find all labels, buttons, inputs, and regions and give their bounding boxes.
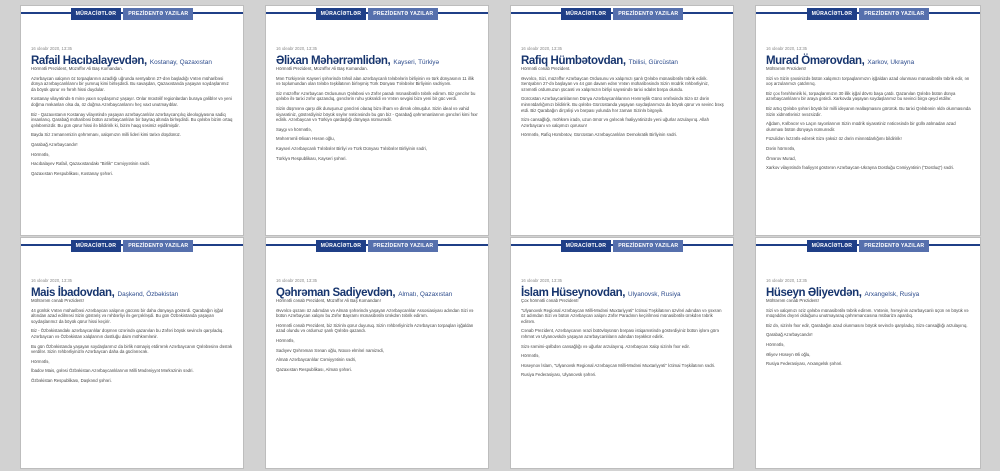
letter-paragraph: Kostanay vilayətində 6 minə yaxın soydaşımız yaşayır. Onlar müxtəlif regionlardan buraya gəliblər və yeni doğma məkanları olsa da, öz doğma Azərbaycanlarını heç vaxt unutmayıblar.: [31, 96, 232, 107]
tab-muraciet[interactable]: MÜRACİƏTLƏR: [561, 8, 612, 20]
sender-location: Arxangelsk, Rusiya: [864, 291, 920, 298]
tab-muraciet[interactable]: MÜRACİƏTLƏR: [71, 240, 122, 252]
letter-paragraph: Siz müzəffər Azərbaycan Ordusunun Qələbəsi və Zəfər paradı münasibətilə təbrik edirəm. Biz gənclər bu qələbə ilə tarixi zəfər qazandıq, gənclərin ruhu yüksəldi və Vətən sevgisi bizə yeni bir güc verdi.: [276, 90, 476, 102]
letter-date: 16 ıdeabr 2020, 13:35: [276, 46, 317, 51]
letter-paragraph: Hörmətli Prezident, Müzəffər Ali Baş Komandan.: [31, 66, 123, 71]
sender-location: Ulyanovsk, Rusiya: [628, 291, 681, 298]
letter-card: [265, 237, 489, 469]
letter-paragraph: Hörmətlə,: [31, 151, 50, 157]
letter-card: [510, 237, 734, 469]
tab-prezidente-yazilar[interactable]: PREZİDENTƏ YAZILAR: [368, 240, 438, 252]
letter-paragraph: Dərin hörmətlə,: [766, 145, 796, 151]
letter-paragraph: Möhtərəm Prezident!: [766, 66, 806, 71]
letter-paragraph: 44 günlük Vətən müharibəsi Azərbaycan xalqının gücünü bir daha dünyaya göstərdi. Qarabağın işğal altından azad edilməsi Sizin göstəriş və rəhbərliyi ilə gerçəkləşdi. Bu gün Özbəkistanda yaşayan soydaşlarımız da böyük qürur hissi keçirir.: [31, 307, 223, 324]
letter-paragraph: İbadov Mais, gələsi Özbəkistan Azərbaycanlılarının Milli Mədəniyyət Mərkəzinin sədri.: [31, 368, 194, 374]
letter-paragraph: Almatı Azərbaycanlılar Cəmiyyətinin sədri,: [276, 357, 357, 363]
letter-paragraph: Kayseri Azərbaycanlı Tələbələr Birliyi və Türk Dünyası Tələbələr Birliyinin sədri,: [276, 145, 427, 151]
tab-prezidente-yazilar[interactable]: PREZİDENTƏ YAZILAR: [859, 240, 929, 252]
letter-paragraph: Hörmətlə,: [276, 337, 295, 343]
letter-paragraph: Məhərrəmli Əlixan Həsən oğlu,: [276, 136, 335, 142]
sender-location: Tbilisi, Gürcüstan: [628, 59, 678, 66]
card-tabs: [511, 240, 733, 252]
card-tabs: [511, 8, 733, 20]
letter-paragraph: Cənab Prezident, Azərbaycanın ərazi bütövlüyünün bərpası istiqamətində göstərdiyiniz bütün işlərə görə rəhmət və Ulyanovskdə yaşayan azərbaycanlıların adından təşəkkür edirik.: [521, 328, 720, 339]
letter-paragraph: Qarabağ Azərbaycandır!: [31, 141, 78, 147]
sender-location: Kayseri, Türkiyə: [393, 59, 440, 66]
letter-paragraph: Füzulidən ləzzətlə edərək Sizə şəksiz öz dərin minnətdarlığımı bildiririk!: [766, 136, 902, 142]
sender-location: Kostanay, Qazaxıstan: [149, 59, 212, 66]
letter-card: [265, 5, 489, 236]
letter-paragraph: Hörmətli cənab Prezident.: [521, 66, 571, 71]
letter-paragraph: Qarabağ Azərbaycandır!: [766, 332, 813, 338]
letter-paragraph: Qazaxıstan Respublikası, Almatı şəhəri.: [276, 366, 352, 372]
tab-prezidente-yazilar[interactable]: PREZİDENTƏ YAZILAR: [123, 8, 193, 20]
tab-prezidente-yazilar[interactable]: PREZİDENTƏ YAZILAR: [123, 240, 193, 252]
letter-paragraph: Qazaxıstan Respublikası, Kostanay şəhəri.: [31, 170, 113, 176]
sender-name: Əlixan Məhərrəmlidən,: [276, 55, 391, 67]
letter-paragraph: Biz də, sizinlə fəxr edir, Qarabağın azad olunmasını böyük sevinclə qarşıladıq. Sizə cansağlığı arzulayırıq.: [766, 322, 968, 328]
letter-date: 16 ıdeabr 2020, 13:35: [521, 278, 562, 283]
letter-paragraph: Hörmətli Prezident, Müzəffər Ali Baş Komandan.: [276, 66, 368, 71]
card-tabs: [21, 240, 243, 252]
letter-paragraph: Əvvəlcə qəzanı öz adımdan və Almatı şəhərində yaşayan Azərbaycanlılar Assosiasiyası adından Sizi və bütün Azərbaycan xalqını bu Zəfər Bayramı münasibətilə ürəkdən təbrik edirəm.: [276, 307, 474, 319]
letter-paragraph: Sizə cansağlığı, möhkəm iradə, uzun ömür və gələcək fəaliyyətinizdə yeni uğurlar arzulayırıq. Allah Azərbaycanı və xalqımızı qorusun!: [521, 117, 709, 128]
letter-body: [521, 66, 724, 231]
sender-name: Rafiq Hümbətovdan,: [521, 55, 626, 67]
letter-paragraph: Biz - Qazaxıstanın Kostanay vilayətində yaşayan azərbaycanlılar azərbaycançılıq ideologiyasına sadiq insanlarıq. Qarabağ müharibəsi bütün azərbaycanlıları bir bayraq altında birləşdirdi. Bu qələbə bizim ortaq qələbəmizdir. Bu gün qürur hissi ilə bildiririk ki, bizim haqq səsimiz eşidilmişdir.: [31, 111, 233, 128]
letter-date: 16 ıdeabr 2020, 13:35: [276, 278, 317, 283]
sender-location: Xarkov, Ukrayna: [867, 59, 915, 66]
letter-body: [31, 298, 234, 464]
letter-card: [20, 5, 244, 236]
letter-paragraph: Hörmətlə,: [31, 358, 50, 364]
tab-muraciet[interactable]: MÜRACİƏTLƏR: [807, 240, 858, 252]
letter-body: [766, 66, 971, 231]
tab-muraciet[interactable]: MÜRACİƏTLƏR: [561, 240, 612, 252]
letter-paragraph: Hörmətlə,: [521, 353, 540, 359]
letter-paragraph: Əliyev Hüseyn Əli oğlu,: [766, 351, 811, 357]
letter-body: [766, 298, 971, 464]
tab-muraciet[interactable]: MÜRACİƏTLƏR: [316, 8, 367, 20]
letter-card: [755, 5, 981, 236]
card-tabs: [756, 8, 980, 20]
letter-paragraph: Azərbaycan xalqının öz torpaqlarının azadlığı uğrunda sentyabrın 27-dən başladığı Vətən müharibəsi dünya azərbaycanlılarını bir yumruq kimi birləşdirdi. Bu savaşdan, Qazaxıstanda yaşayan soydaşlarımız da böyük qürur və fərəh hissi duydular.: [31, 75, 229, 92]
letter-paragraph: Biz artıq Qələbə şəhəri böyük bir milli ideyanın reallaşmasını görürük. Bu tarixi Qələbənin əldə olunmasında Sizin xidmətləriniz əvəzsizdir.: [766, 105, 971, 117]
letter-card: [510, 5, 734, 236]
letter-card: [755, 237, 981, 469]
letter-paragraph: Sizin düşmənə qarşı dik duruşunuz gəncləri olaraq bizə ilham və dirsək olmuşdur. Sizin ideal və vahid siyasətiniz, göstərdiyiniz böyük səylər nəticəsində bu gün biz - Qarabağ qəhrəmanlarının gəncləri kimi fəxr edirik. Azərbaycan və Türkiyə qardaşlığı dünyaya nümunədir.: [276, 105, 478, 123]
letter-paragraph: Biz çox fərəhlənirik ki, torpaqlarımızın 30 illik işğal dövrü başa çatdı. Qazanılan Qələbə bütün dünya azərbaycanlılarını bir araya gətirdi. Xarkovda yaşayan soydaşlarımız bu sevinci birgə qeyd etdilər.: [766, 90, 956, 102]
letter-date: 16 ıdeabr 2020, 13:35: [521, 46, 562, 51]
letter-paragraph: Ömərov Murad,: [766, 155, 796, 161]
tab-prezidente-yazilar[interactable]: PREZİDENTƏ YAZILAR: [613, 240, 683, 252]
sender-name: Mais İbadovdan,: [31, 287, 115, 299]
letter-paragraph: Sadıyev Qəhrəman Sənan oğlu, Nüxxə elmləri namizədi,: [276, 347, 384, 353]
sender-name: Qəhrəman Sadiyevdən,: [276, 287, 396, 299]
letter-paragraph: Özbəkistan Respublikası, Daşkənd şəhəri.: [31, 377, 112, 383]
letter-paragraph: Sizə səmimi-qəlbdən cansağlığı və uğurlar arzulayırıq. Azərbaycan Xalqı sizinlə fəxr edir.: [521, 343, 690, 349]
sender-name: Rafail Hacıbalayevdən,: [31, 55, 147, 67]
tab-prezidente-yazilar[interactable]: PREZİDENTƏ YAZILAR: [859, 8, 929, 20]
letter-paragraph: Əvvəlcə, Sizi, müzəffər Azərbaycan Ordusunu və xalqımızı şanlı Qələbə münasibətilə təbrik edirik. Sentyabrın 27-də başlayan və 44 gün davam edən Vətən müharibəsində Sizin müdrik rəhbərliyiniz, əzəmətli ordumuzun şücaəti və xalqımızın birliyi sayəsində tarixi ədalət bərpa olundu.: [521, 75, 709, 92]
letter-paragraph: Rusiya Federasiyası, Arxangelsk şəhəri.: [766, 361, 843, 367]
letter-date: 16 ıdeabr 2020, 13:35: [31, 278, 72, 283]
card-tabs: [266, 240, 488, 252]
letter-paragraph: Hörmətli cənab Prezident, Müzəffər Ali Baş Komandan!: [276, 298, 381, 303]
letter-paragraph: Mən Türkiyənin Kayseri şəhərində təhsil alan azərbaycanlı tələbələrin birliyinin və türk dünyasının 11 illik və toplumundan olan tələbə təşkilatının birləşmiş Türk Dünyası Tələbələr Birliyinin sədriyəm.: [276, 75, 474, 87]
letter-paragraph: Hörmətli cənab Prezident, biz Sizinlə qürur duyuruq. Sizin rəhbərliyinizlə Azərbaycan torpaqları işğaldan azad olundu və ordumuz şanlı Qələbə qazandı.: [276, 322, 474, 334]
sender-name: İslam Hüseynovdan,: [521, 287, 626, 299]
tab-prezidente-yazilar[interactable]: PREZİDENTƏ YAZILAR: [368, 8, 438, 20]
letter-paragraph: Biz - Özbəkistandakı azərbaycanlılar düşmən üzərində qazanılan bu Zəfəri böyük sevinclə qarşıladıq. Azərbaycan və Özbəkistan xalqlarının dostluğu daim möhkəmlənir.: [31, 328, 224, 339]
letter-body: [276, 66, 479, 231]
letter-paragraph: Sizi və Sizin şəxsinizdə bütün xalqımızı torpaqlarımızın işğaldan azad olunması münasibətilə təbrik edir, ən xoş arzularımızı çatdırırıq.: [766, 75, 970, 87]
card-tabs: [21, 8, 243, 20]
tab-muraciet[interactable]: MÜRACİƏTLƏR: [807, 8, 858, 20]
sender-name: Hüseyn Əliyevdən,: [766, 287, 862, 299]
card-tabs: [756, 240, 980, 252]
letter-paragraph: Bayda Siz zəmanəmizin qəhrəmanı, xalqımızın milli lideri kimi tarixə düşdünüz.: [31, 132, 181, 138]
letter-card: [20, 237, 244, 469]
letter-paragraph: Saygı və hörmətlə,: [276, 126, 312, 132]
letter-paragraph: Ağdam, Kəlbəcər və Laçın rayonlarının Sizin müdrik siyasətiniz nəticəsində bir güllə atılmadan azad olunması bütün dünyaya nümunədir.: [766, 121, 956, 132]
letter-paragraph: Möhtərəm cənab Prezident!: [31, 298, 84, 303]
card-tabs: [266, 8, 488, 20]
letter-paragraph: Sizi və xalqımızı əziz qələbə münasibətilə təbrik edirəm. Vətənin, hərəyinin azərbaycanlı üçün ən böyük və müqəddəs dəyəri olduğunu unutmayaraq qəhrəmancasına mübarizə apardıq.: [766, 307, 969, 319]
letter-body: [276, 298, 479, 464]
tab-prezidente-yazilar[interactable]: PREZİDENTƏ YAZILAR: [613, 8, 683, 20]
letter-paragraph: Hüseynov İslam, "Ulyanovsk Regional Azərbaycan Milli-Mədəni Muxtariyyəti" İctimai Təşkilatının sədri.: [521, 362, 716, 368]
letter-body: [31, 66, 234, 231]
letter-paragraph: Çox hörmətli cənab Prezident!: [521, 298, 579, 303]
sender-location: Almatı, Qazaxıstan: [398, 291, 453, 298]
letter-paragraph: Gürcüstan Azərbaycanlılarının Dünya Azərbaycanlılarının Həmrəylik Günü ərəfəsində Sizə öz dərin minnətdarlığımızı bildiririk. Bu qələbə Gürcüstanda yaşayan soydaşlarımıza da böyük qürur və sevinc bəxş etdi. Biz Qarabağın dirçəlişi və bərpası yolunda hər zaman Sizinlə birgəyik.: [521, 96, 724, 113]
letter-date: 16 ıdeabr 2020, 13:35: [766, 46, 807, 51]
sender-location: Daşkənd, Özbəkistan: [117, 291, 179, 298]
letter-paragraph: Xarkov vilayətində fəaliyyət göstərən Azərbaycan-Ukrayna Dostluğu Cəmiyyətinin ("Dostluq") sədri.: [766, 165, 955, 171]
letter-paragraph: "Ulyanovsk Regional Azərbaycan Milli-Mədəni Muxtariyyəti" İctimai Təşkilatının üzvləri adından və şəxsən öz adımdan Sizi və bütün Azərbaycan xalqını Zəfər Paradının keçirilməsi münasibətilə ürəkdən təbrik edirəm.: [521, 307, 722, 324]
letter-paragraph: Türkiyə Respublikası, Kayseri şəhəri.: [276, 155, 347, 161]
letter-paragraph: Rusiya Federasiyası, Ulyanovsk şəhəri.: [521, 372, 597, 378]
letter-paragraph: Hacıbalayev Rafail, Qazaxıstandakı "Birlik" Cəmiyyətinin sədri.: [31, 161, 151, 167]
letter-body: [521, 298, 724, 464]
tab-muraciet[interactable]: MÜRACİƏTLƏR: [316, 240, 367, 252]
letter-date: 16 ıdeabr 2020, 13:35: [31, 46, 72, 51]
letter-paragraph: Möhtərəm cənab Prezident!: [766, 298, 819, 303]
letter-paragraph: Hörmətlə, Rafiq Hümbətov, Gürcüstan Azərbaycanlıları Demokratik Birliyinin sədri.: [521, 132, 678, 138]
letter-paragraph: Bu gün Özbəkistanda yaşayan soydaşlarımız da birlik nümayiş etdirərək Azərbaycanın Qələbəsinə dəstək verdilər. Sizin rəhbərliyinizlə Azərbaycan daha da güclənəcək.: [31, 343, 233, 355]
letter-date: 16 ıdeabr 2020, 13:35: [766, 278, 807, 283]
sender-name: Murad Ömərovdan,: [766, 55, 865, 67]
tab-muraciet[interactable]: MÜRACİƏTLƏR: [71, 8, 122, 20]
letter-paragraph: Hörmətlə,: [766, 341, 785, 347]
